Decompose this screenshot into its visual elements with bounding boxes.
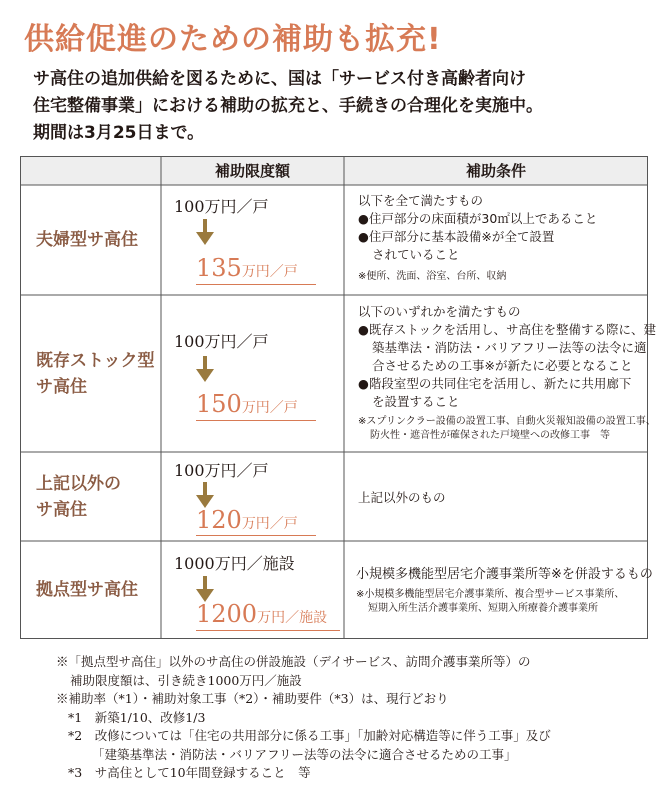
new-amount: 1200万円／施設 — [196, 600, 328, 628]
page-title: 供給促進のための補助も拡充! — [24, 22, 442, 57]
header-limit: 補助限度額 — [214, 162, 290, 180]
condition-hub: 小規模多機能型居宅介護事業所等※を併設するもの ※小規模多機能型居宅介護事業所、複合型サービス事業所、 短期入所生活介護事業所、短期入所療養介護事業所 — [356, 567, 653, 614]
footnote-line: *3 サ高住として10年間登録すること 等 — [68, 765, 311, 780]
footnote-line: ※「拠点型サ高住」以外のサ高住の併設施設（デイサービス、訪問介護事業所等）の — [56, 654, 531, 669]
amount-underline — [196, 420, 316, 421]
footnote-line: 「建築基準法・消防法・バリアフリー法等の法令に適合させるための工事」 — [92, 746, 517, 762]
new-amount: 150万円／戸 — [196, 390, 298, 418]
arrow-down-icon — [196, 356, 214, 382]
subsidy-table — [20, 156, 657, 639]
header-condition: 補助条件 — [465, 162, 526, 180]
footnote-line: ※補助率（*1）・補助対象工事（*2）・補助要件（*3）は、現行どおり — [56, 691, 449, 706]
arrow-down-icon — [196, 576, 214, 602]
old-amount: 100万円／戸 — [174, 332, 269, 351]
intro-line: サ高住の追加供給を図るために、国は「サービス付き高齢者向け — [33, 69, 526, 89]
intro-line: 期間は3月25日まで。 — [33, 123, 205, 143]
intro-line: 住宅整備事業」における補助の拡充と、手続きの合理化を実施中。 — [33, 96, 543, 116]
old-amount: 100万円／戸 — [174, 197, 269, 216]
row-label-existing: 既存ストック型 サ高住 — [36, 350, 155, 397]
old-amount: 1000万円／施設 — [174, 554, 295, 573]
amount-underline — [196, 535, 316, 536]
row-label-other: 上記以外の サ高住 — [36, 473, 121, 520]
row-label-couple: 夫婦型サ高住 — [36, 230, 138, 250]
footnote-line: *1 新築1/10、改修1/3 — [68, 709, 206, 725]
footnote-line: 補助限度額は、引き続き1000万円／施設 — [70, 672, 302, 688]
amount-underline — [196, 630, 340, 631]
condition-existing: 以下のいずれかを満たすもの ●既存ストックを活用し、サ高住を整備する際に、建 築基準法・消防法・バリアフリー法等の法令に適 合させるための工事※が新たに必要となること ●階段室型の共同住宅を活用し、新たに共用廊下 を設置すること ※スプリンクラー設備の設置工事、自動火災報知設備の設置工事、 防火性・遮音性が確保された戸境壁への改修工事 等 — [358, 304, 657, 441]
amount-underline — [196, 284, 316, 285]
new-amount: 120万円／戸 — [196, 506, 298, 534]
footnotes — [56, 653, 551, 783]
row-label-hub: 拠点型サ高住 — [36, 580, 138, 600]
arrow-down-icon — [196, 219, 214, 245]
condition-couple: 以下を全て満たすもの ●住戸部分の床面積が30㎡以上であること ●住戸部分に基本設備※が全て設置 されていること ※便所、洗面、浴室、台所、収納 — [358, 193, 598, 282]
condition-other: 上記以外のもの — [358, 490, 446, 505]
footnote-line: *2 改修については「住宅の共用部分に係る工事」「加齢対応構造等に伴う工事」及び — [68, 728, 551, 743]
arrow-down-icon — [196, 482, 214, 508]
intro-text — [33, 66, 543, 147]
old-amount: 100万円／戸 — [174, 461, 269, 480]
new-amount: 135万円／戸 — [196, 254, 298, 282]
